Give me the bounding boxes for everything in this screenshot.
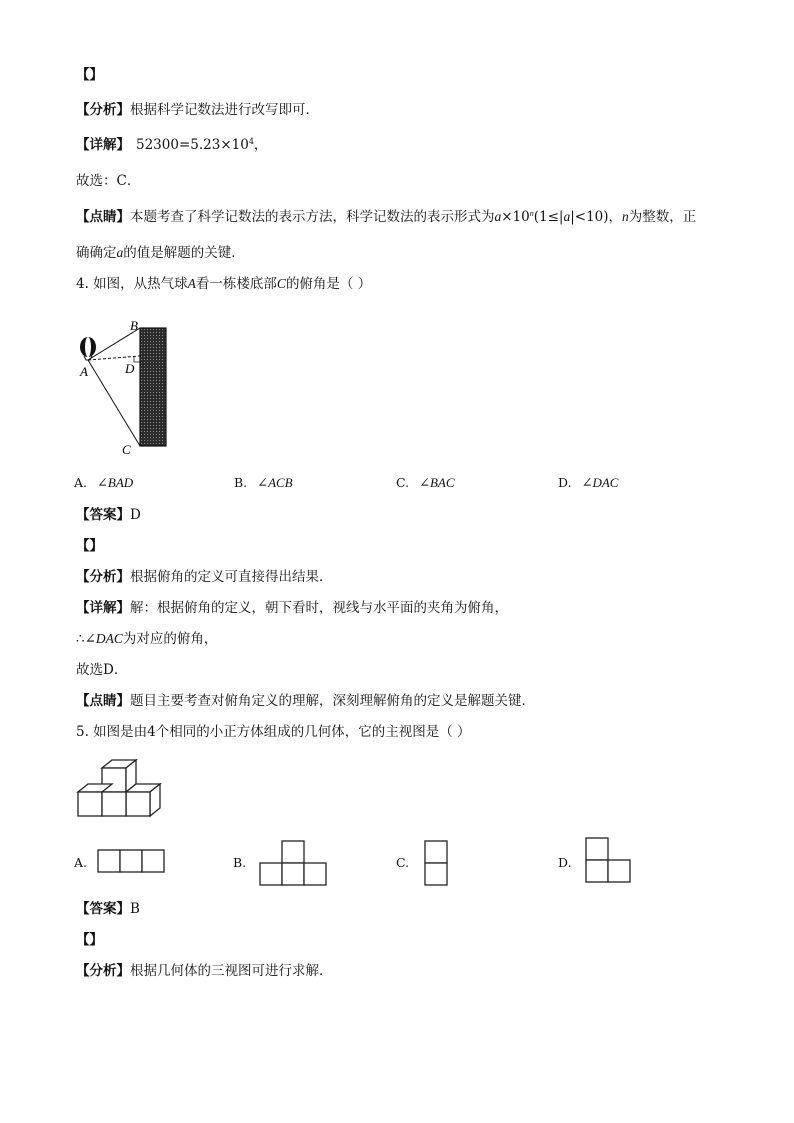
formula-a2: a	[563, 209, 571, 224]
option-value: ∠ACB	[257, 475, 293, 490]
q5-option-d[interactable]	[558, 855, 572, 871]
choose-q4: 故选D．	[76, 662, 128, 678]
q5-option-a[interactable]	[74, 855, 87, 871]
comment-text: 本题考查了科学记数法的表示方法，科学记数法的表示形式为	[130, 209, 495, 225]
option-value: ∠BAC	[419, 475, 455, 490]
detail-q3	[76, 136, 267, 154]
stem-part-b: 看一栋楼底部	[195, 276, 277, 292]
q4-option-c[interactable]	[396, 475, 455, 491]
option-letter: B.	[233, 855, 247, 870]
formula-cond2: |<10)	[570, 209, 609, 225]
empty-bracket-q5: 【】	[76, 932, 103, 948]
q5-option-b[interactable]	[233, 855, 246, 871]
q5-option-d-figure[interactable]	[584, 837, 636, 885]
stem-var-a: A	[187, 276, 196, 291]
analysis-text: 根据俯角的定义可直接得出结果．	[130, 569, 333, 585]
therefore-var: DAC	[95, 631, 123, 646]
answer-tag: 【答案】	[76, 901, 130, 917]
formula-n: n	[622, 209, 629, 224]
comment-text3: 为整数，正	[628, 209, 697, 225]
comment-q4	[76, 692, 535, 710]
q4-option-a[interactable]	[74, 475, 133, 491]
q5-option-a-figure[interactable]	[97, 849, 165, 875]
empty-bracket-q3: 【】	[76, 67, 103, 83]
empty-bracket-q4: 【】	[76, 538, 103, 554]
therefore-text: 为对应的俯角，	[122, 631, 218, 647]
comment-q3-line1	[76, 208, 696, 226]
cube-solid-figure	[74, 758, 166, 818]
option-letter: B.	[234, 475, 248, 490]
option-letter: D.	[558, 475, 572, 490]
building	[140, 328, 166, 446]
question-5-stem: 5. 如图是由4个相同的小正方体组成的几何体，它的主视图是（ ）	[76, 724, 471, 740]
comment-tag: 【点睛】	[76, 209, 130, 225]
therefore-symbol: ∴∠	[76, 631, 96, 647]
q4-option-b[interactable]	[234, 475, 293, 491]
formula-times: ×10	[501, 209, 530, 225]
q5-option-c[interactable]	[396, 855, 409, 871]
analysis-tag: 【分析】	[76, 569, 130, 585]
stem-part-a: 4. 如图，从热气球	[76, 276, 188, 292]
question-4-stem	[76, 275, 371, 293]
comment-text: 题目主要考查对俯角定义的理解，深刻理解俯角的定义是解题关键．	[130, 693, 535, 709]
comment-line2-a: 确确定	[76, 245, 117, 261]
answer-tag: 【答案】	[76, 507, 130, 523]
analysis-tag: 【分析】	[76, 963, 130, 979]
answer-q4	[76, 506, 141, 524]
right-angle-mark	[134, 356, 140, 362]
label-B: B	[130, 318, 138, 333]
comment-q3-line2	[76, 244, 245, 262]
option-letter: A.	[74, 855, 88, 870]
analysis-q3	[76, 101, 319, 119]
label-D: D	[125, 361, 135, 376]
q5-option-b-figure[interactable]	[258, 840, 328, 888]
therefore-q4	[76, 630, 217, 648]
comment-line2-var: a	[116, 245, 124, 260]
line-AD	[88, 356, 140, 360]
detail-formula: 52300=5.23×10	[136, 137, 249, 153]
detail-tag: 【详解】	[76, 137, 130, 153]
analysis-q5	[76, 962, 333, 980]
option-letter: C.	[396, 475, 410, 490]
analysis-q4	[76, 568, 333, 586]
detail-exponent: 4	[248, 137, 254, 146]
answer-q5	[76, 900, 140, 918]
q5-option-c-figure[interactable]	[423, 840, 449, 888]
comment-line2-b: 的值是解题的关键．	[123, 245, 245, 261]
detail-end: ，	[253, 137, 268, 153]
comment-text2: ，	[608, 209, 623, 225]
detail-tag: 【详解】	[76, 600, 130, 616]
option-letter: C.	[396, 855, 410, 870]
detail-q4	[76, 599, 508, 617]
label-A: A	[80, 364, 88, 379]
choose-q3: 故选：C．	[76, 173, 141, 189]
stem-var-c: C	[276, 276, 286, 291]
analysis-tag: 【分析】	[76, 102, 130, 118]
option-value: ∠DAC	[581, 475, 619, 490]
balloon-building-figure	[74, 316, 174, 456]
option-letter: D.	[558, 855, 572, 870]
analysis-text: 根据几何体的三视图可进行求解．	[130, 963, 333, 979]
analysis-text: 根据科学记数法进行改写即可．	[130, 102, 319, 118]
formula-cond: (1≤|	[533, 209, 564, 225]
formula-exp: n	[529, 209, 534, 218]
q4-option-d[interactable]	[558, 475, 618, 491]
stem-part-c: 的俯角是（ ）	[285, 276, 372, 292]
detail-text: 解：根据俯角的定义，朝下看时，视线与水平面的夹角为俯角，	[130, 600, 508, 616]
option-letter: A.	[74, 475, 88, 490]
formula-a: a	[494, 209, 502, 224]
comment-tag: 【点睛】	[76, 693, 130, 709]
label-C: C	[122, 442, 131, 456]
answer-value: D	[130, 507, 141, 523]
answer-value: B	[130, 901, 140, 917]
option-value: ∠BAD	[97, 475, 134, 490]
